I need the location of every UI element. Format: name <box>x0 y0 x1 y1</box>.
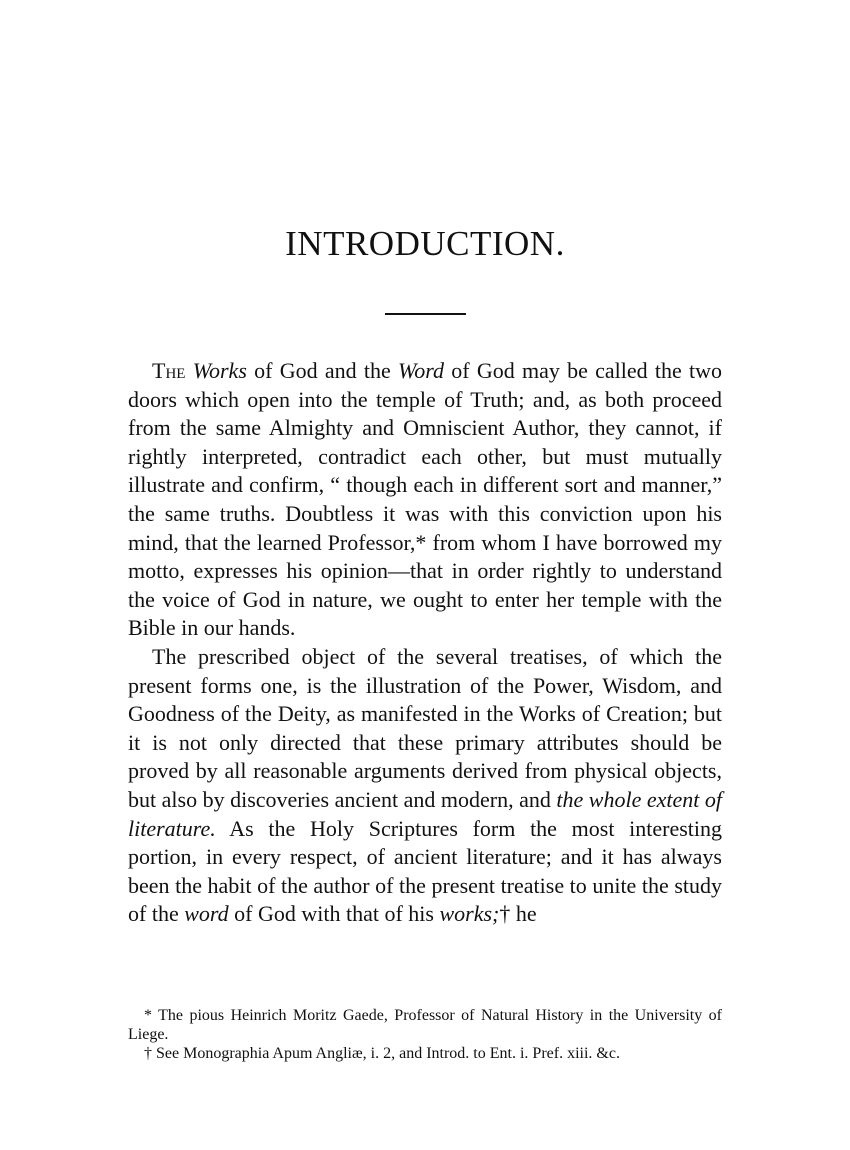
footnotes <box>128 1006 722 1063</box>
paragraph-1-seg-2 <box>185 358 192 383</box>
page-heading: INTRODUCTION. <box>285 224 565 263</box>
paragraph-2-seg-5: of God with that of his <box>228 901 440 927</box>
footnote-1: * The pious Heinrich Moritz Gaede, Professor of Natural History in the University of Liege. <box>128 1007 722 1043</box>
paragraph-1-seg-3: Works <box>192 358 247 383</box>
paragraph-2-seg-1: The prescribed object of the several treatises, of which the present forms one, is the illustration of the Power, Wisdom, and Goodness of the Deity, as manifested in the Works of Creation; but it is not only directed that these primary attributes should be proved by all reasonable arguments derived from physical objects, but also by discoveries ancient and modern, and <box>128 643 722 812</box>
paragraph-1 <box>128 357 722 643</box>
paragraph-1-seg-6: of God may be called the two doors which open into the temple of Truth; and, as both proceed from the same Almighty and Omniscient Author, they cannot, if rightly interpreted, contradict each other, but must mutually illustrate and confirm, “ though each in different sort and manner,” the same truths. Doubtless it was with this conviction upon his mind, that the learned Professor,* from whom I have borrowed my motto, expresses his opinion—that in order rightly to understand the voice of God in nature, we ought to enter her temple with the Bible in our hands. <box>128 358 722 641</box>
paragraph-2-seg-7: † he <box>499 901 537 927</box>
paragraph-1-seg-5: Word <box>397 358 445 383</box>
heading-rule <box>385 313 466 315</box>
body-text <box>128 357 722 929</box>
paragraph-2-seg-2: the whole extent of literature. <box>128 786 722 841</box>
paragraph-2 <box>128 643 722 929</box>
footnote-2: † See Monographia Apum Angliæ, i. 2, and Introd. to Ent. i. Pref. xiii. &c. <box>144 1045 620 1062</box>
paragraph-2-seg-4: word <box>184 901 229 927</box>
paragraph-2-seg-3: As the Holy Scriptures form the most interesting portion, in every respect, of ancient literature; and it has always been the habit of the author of the present treatise to unite the study of the <box>128 815 722 927</box>
paragraph-1-seg-1: The <box>152 358 186 383</box>
paragraph-1-seg-4: of God and the <box>246 358 398 383</box>
paragraph-2-seg-6: works; <box>439 901 500 927</box>
